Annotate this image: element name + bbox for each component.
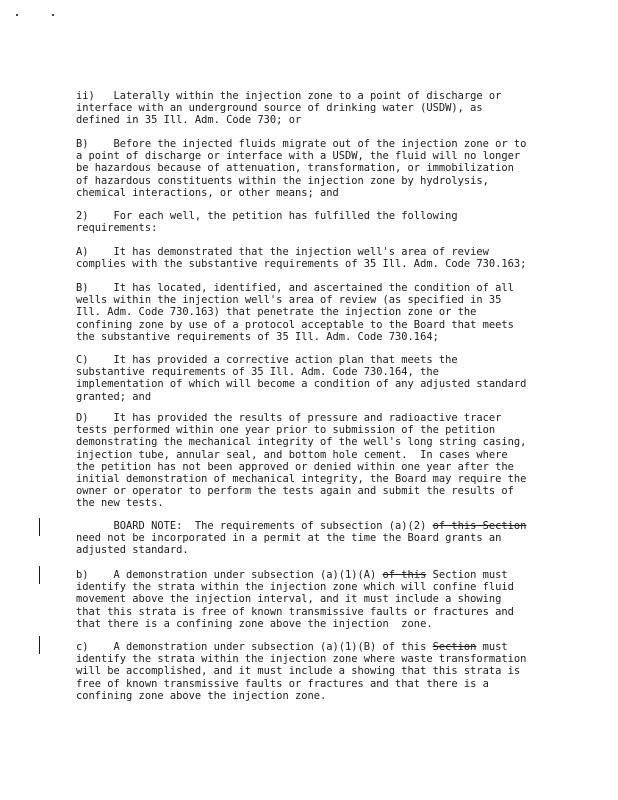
text-line: the petition has not been approved or denied within one year after the: [76, 460, 514, 473]
text-line: 2) For each well, the petition has fulfilled the following: [76, 210, 458, 222]
text-line: initial demonstration of mechanical integrity, the Board may require the: [76, 473, 527, 486]
text-line: confining zone above the injection zone.: [76, 689, 327, 702]
struck-text: of this Section: [432, 520, 527, 532]
text-line: movement above the injection interval, and it must include a showing: [76, 593, 502, 606]
text-line: C) It has provided a corrective action plan that meets the: [76, 354, 458, 366]
text-line: implementation of which will become a condition of any adjusted standard: [76, 378, 527, 391]
text-line: must: [476, 641, 508, 653]
text-line: be hazardous because of attenuation, transformation, or immobilization: [76, 162, 514, 175]
text-line: substantive requirements of 35 Ill. Adm. Code 730.164, the: [76, 366, 439, 379]
paragraph-D: [76, 412, 546, 510]
struck-text: of this: [382, 569, 427, 581]
paragraph-C: [76, 354, 546, 403]
paragraph-2: [76, 210, 546, 234]
change-bar: [39, 566, 40, 584]
text-line: of hazardous constituents within the injection zone by hydrolysis,: [76, 174, 489, 187]
text-line: b) A demonstration under subsection (a)(1)(A): [76, 569, 383, 581]
text-line: requirements:: [76, 222, 158, 235]
text-line: the substantive requirements of 35 Ill. Adm. Code 730.164;: [76, 330, 439, 343]
paragraph-c: [76, 641, 546, 702]
change-bar: [39, 636, 40, 654]
text-line: demonstrating the mechanical integrity of the well's long string casing,: [76, 436, 527, 449]
text-line: will be accomplished, and it must include a showing that this strata is: [76, 665, 521, 678]
text-line: identify the strata within the injection zone which will confine fluid: [76, 581, 514, 594]
text-line: injection tube, annular seal, and bottom hole cement. In cases where: [76, 448, 508, 461]
text-line: need not be incorporated in a permit at the time the Board grants an: [76, 532, 502, 545]
text-line: adjusted standard.: [76, 544, 189, 557]
paragraph-B-located: [76, 282, 546, 343]
text-line: chemical interactions, or other means; and: [76, 186, 339, 199]
text-line: defined in 35 Ill. Adm. Code 730; or: [76, 114, 302, 127]
struck-text: Section: [432, 641, 477, 653]
text-line: free of known transmissive faults or fractures and that there is a: [76, 677, 489, 690]
paragraph-A: [76, 246, 546, 270]
text-line: identify the strata within the injection zone where waste transformation: [76, 653, 527, 666]
text-line: A) It has demonstrated that the injection well's area of review: [76, 246, 489, 258]
text-line: a point of discharge or interface with a USDW, the fluid will no longer: [76, 150, 521, 163]
text-line: B) It has located, identified, and ascertained the condition of all: [76, 282, 514, 294]
text-line: complies with the substantive requirements of 35 Ill. Adm. Code 730.163;: [76, 258, 527, 271]
text-line: B) Before the injected fluids migrate out of the injection zone or to: [76, 138, 527, 150]
scan-speck: [16, 14, 18, 16]
text-line: confining zone by use of a protocol acceptable to the Board that meets: [76, 318, 514, 331]
text-line: BOARD NOTE: The requirements of subsection (a)(2): [76, 520, 433, 532]
text-line: owner or operator to perform the tests again and submit the results of: [76, 485, 514, 498]
text-line: wells within the injection well's area of review (as specified in 35: [76, 294, 502, 307]
change-bar: [39, 518, 40, 536]
paragraph-b: [76, 569, 546, 630]
text-line: Ill. Adm. Code 730.163) that penetrate the injection zone or the: [76, 306, 477, 319]
text-line: Section must: [426, 569, 508, 581]
paragraph-B-migration: [76, 138, 546, 199]
text-line: interface with an underground source of drinking water (USDW), as: [76, 102, 483, 115]
text-line: that there is a confining zone above the injection zone.: [76, 617, 433, 630]
paragraph-ii: [76, 90, 546, 127]
text-line: the new tests.: [76, 497, 164, 510]
text-line: tests performed within one year prior to submission of the petition: [76, 424, 496, 437]
board-note: [76, 520, 546, 557]
text-line: that this strata is free of known transmissive faults or fractures and: [76, 605, 514, 618]
text-line: ii) Laterally within the injection zone to a point of discharge or: [76, 90, 502, 102]
text-line: granted; and: [76, 390, 152, 403]
text-line: D) It has provided the results of pressure and radioactive tracer: [76, 412, 502, 424]
scan-speck: [52, 14, 54, 16]
text-line: c) A demonstration under subsection (a)(1)(B) of this: [76, 641, 433, 653]
